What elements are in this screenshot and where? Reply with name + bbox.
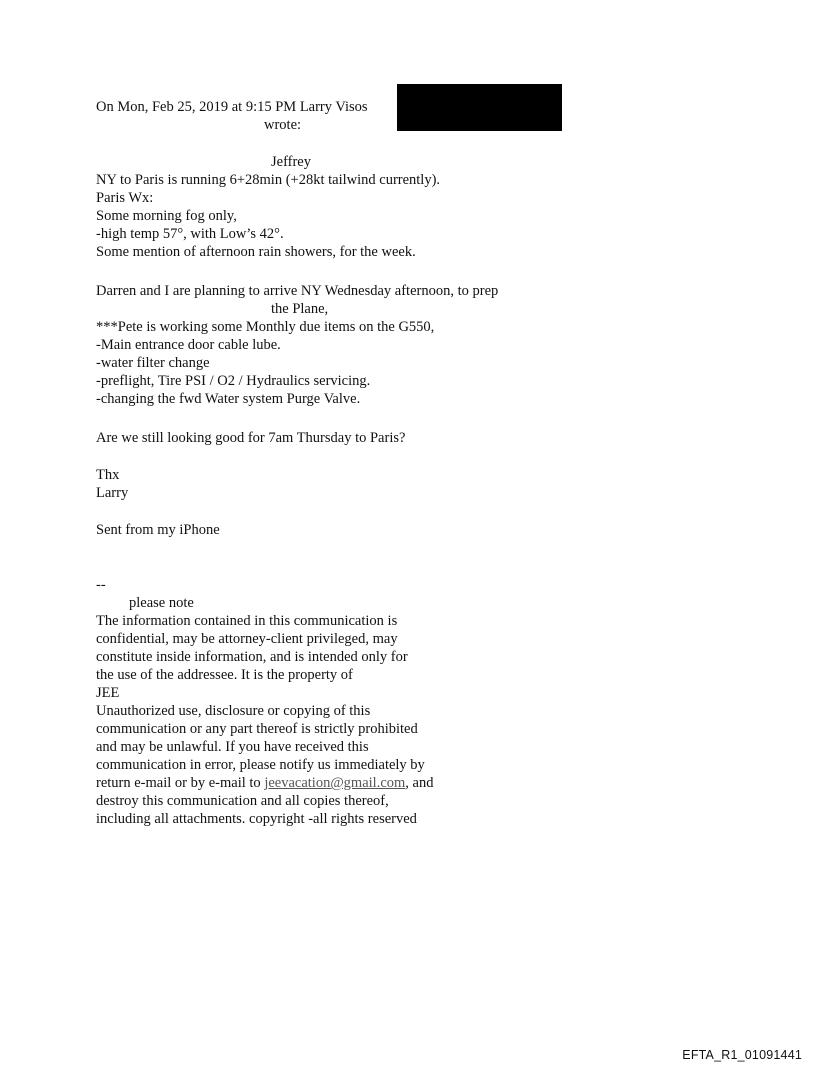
email-link[interactable]: jeevacation@gmail.com	[264, 775, 406, 791]
body-line: the Plane,	[271, 301, 329, 317]
body-line: -high temp 57°, with Low’s 42°.	[96, 226, 284, 242]
signoff: Thx	[96, 467, 120, 483]
disclaimer-line: confidential, may be attorney-client privileged, may	[96, 631, 398, 647]
body-line: Paris Wx:	[96, 190, 154, 206]
disclaimer-line: The information contained in this communication is	[96, 613, 398, 629]
disclaimer-line: communication in error, please notify us immediately by	[96, 757, 425, 773]
body-line: -changing the fwd Water system Purge Valve.	[96, 391, 361, 407]
body-line: NY to Paris is running 6+28min (+28kt tailwind currently).	[96, 172, 441, 188]
document-id: EFTA_R1_01091441	[682, 1048, 802, 1062]
body-line: Some mention of afternoon rain showers, for the week.	[96, 244, 416, 260]
greeting: Jeffrey	[271, 154, 311, 170]
disclaimer-line: the use of the addressee. It is the property of	[96, 667, 353, 683]
disclaimer-note: please note	[129, 595, 194, 611]
disclaimer-line	[96, 774, 433, 792]
disclaimer-line: constitute inside information, and is intended only for	[96, 649, 408, 665]
body-line: -preflight, Tire PSI / O2 / Hydraulics servicing.	[96, 373, 371, 389]
body-line: Some morning fog only,	[96, 208, 237, 224]
disclaimer-line: and may be unlawful. If you have received this	[96, 739, 369, 755]
separator: --	[96, 577, 106, 593]
signature: Larry	[96, 485, 129, 501]
header-line: On Mon, Feb 25, 2019 at 9:15 PM Larry Visos	[96, 99, 368, 115]
disclaimer-line: destroy this communication and all copies thereof,	[96, 793, 389, 809]
body-line: ***Pete is working some Monthly due items on the G550,	[96, 319, 435, 335]
header-wrote: wrote:	[264, 117, 302, 133]
disclaimer-line: Unauthorized use, disclosure or copying of this	[96, 703, 371, 719]
disclaimer-line: communication or any part thereof is strictly prohibited	[96, 721, 418, 737]
disclaimer-text: return e-mail or by e-mail to	[96, 775, 265, 791]
body-line: -water filter change	[96, 355, 210, 371]
body-line: -Main entrance door cable lube.	[96, 337, 281, 353]
disclaimer-text: , and	[405, 775, 434, 791]
redaction-box	[397, 84, 562, 131]
disclaimer-line: including all attachments. copyright -all rights reserved	[96, 811, 417, 827]
disclaimer-line: JEE	[96, 685, 120, 701]
body-line: Darren and I are planning to arrive NY Wednesday afternoon, to prep	[96, 283, 499, 299]
question-line: Are we still looking good for 7am Thursday to Paris?	[96, 430, 406, 446]
sent-from: Sent from my iPhone	[96, 522, 220, 538]
